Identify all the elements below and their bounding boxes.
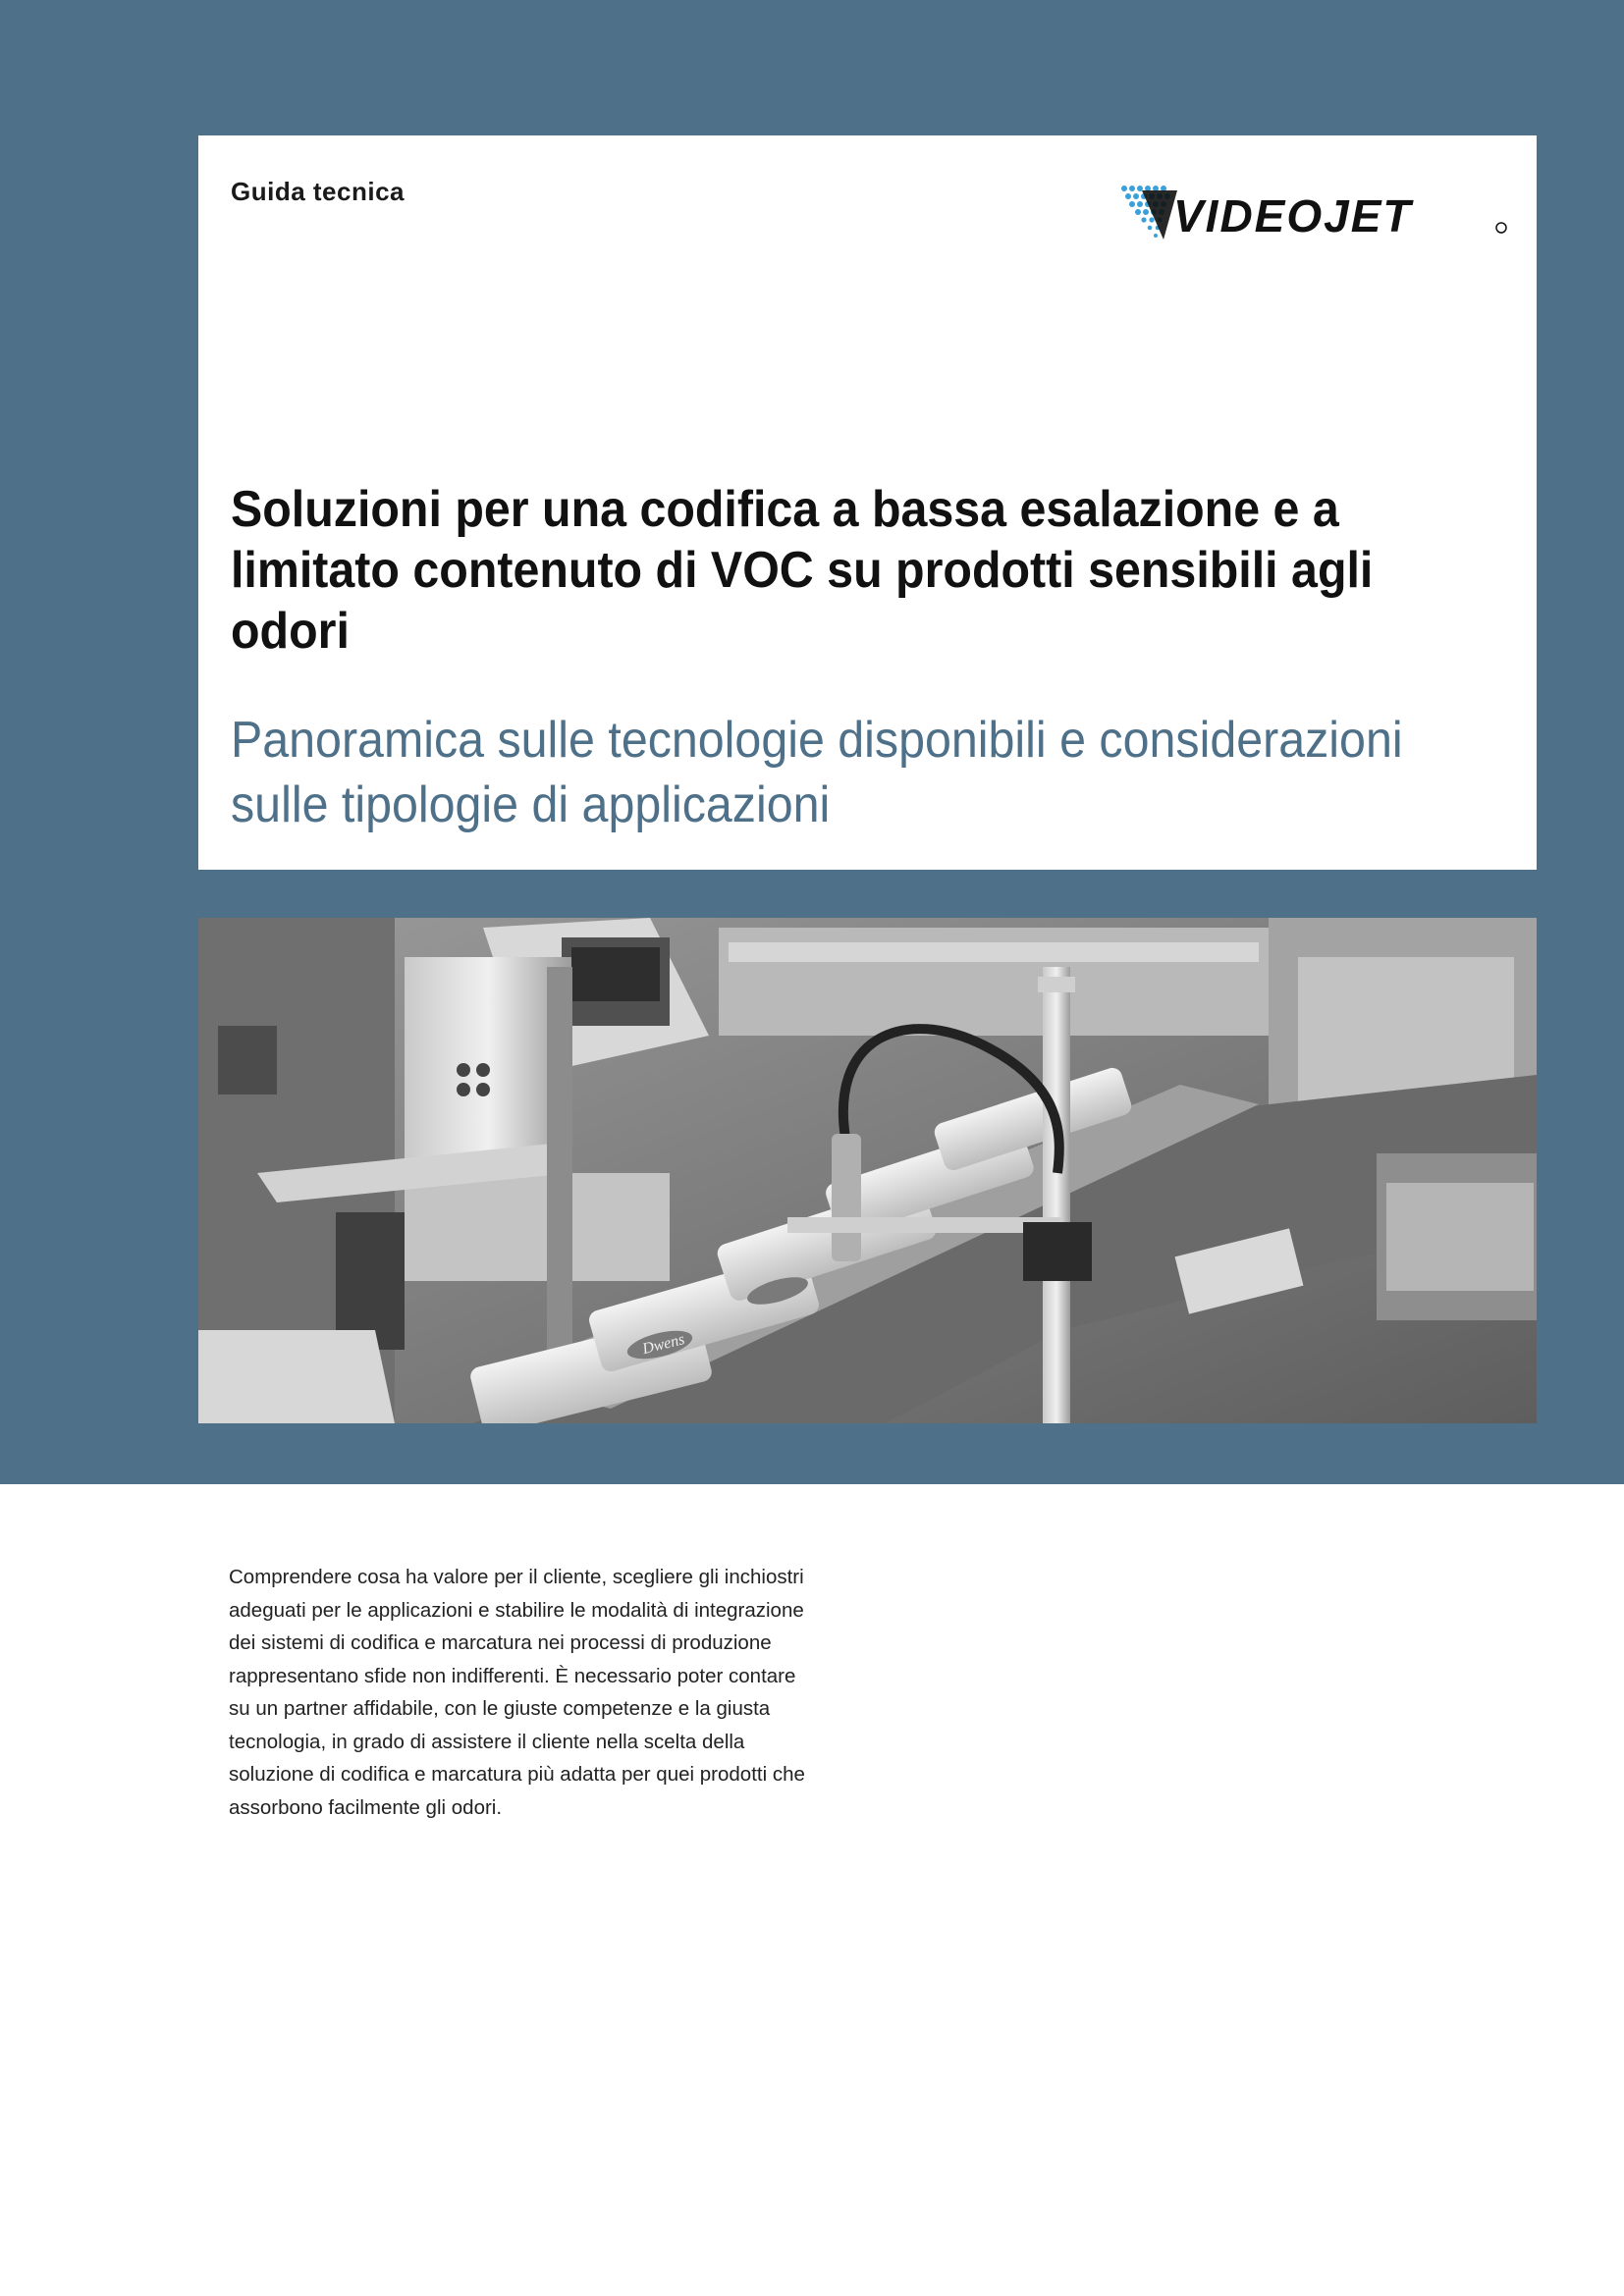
title-card bbox=[198, 135, 1537, 870]
videojet-logo bbox=[1116, 177, 1509, 255]
document-type-label: Guida tecnica bbox=[231, 177, 405, 206]
document-subtitle: Panoramica sulle tecnologie disponibili e considerazioni sulle tipologie di applicazioni bbox=[231, 712, 1403, 833]
logo-v-mark bbox=[1142, 190, 1177, 240]
package-brand-label: Dwens bbox=[640, 1331, 686, 1359]
logo-wordmark: VIDEOJET bbox=[1173, 190, 1413, 241]
hero-photo bbox=[198, 918, 1537, 1423]
document-title: Soluzioni per una codifica a bassa esalazione e a limitato contenuto di VOC su prodotti sensibili agli odori bbox=[231, 481, 1374, 660]
intro-paragraph: Comprendere cosa ha valore per il cliente, scegliere gli inchiostri adeguati per le applicazioni e stabilire le modalità di integrazione dei sistemi di codifica e marcatura nei processi di produzione rappresentano sfide non indifferenti. È necessario poter contare su un partner affidabile, con le giuste competenze e la giusta tecnologia, in grado di assistere il cliente nella scelta della soluzione di codifica e marcatura più adatta per quei prodotti che assorbono facilmente gli odori. bbox=[229, 1566, 805, 1819]
